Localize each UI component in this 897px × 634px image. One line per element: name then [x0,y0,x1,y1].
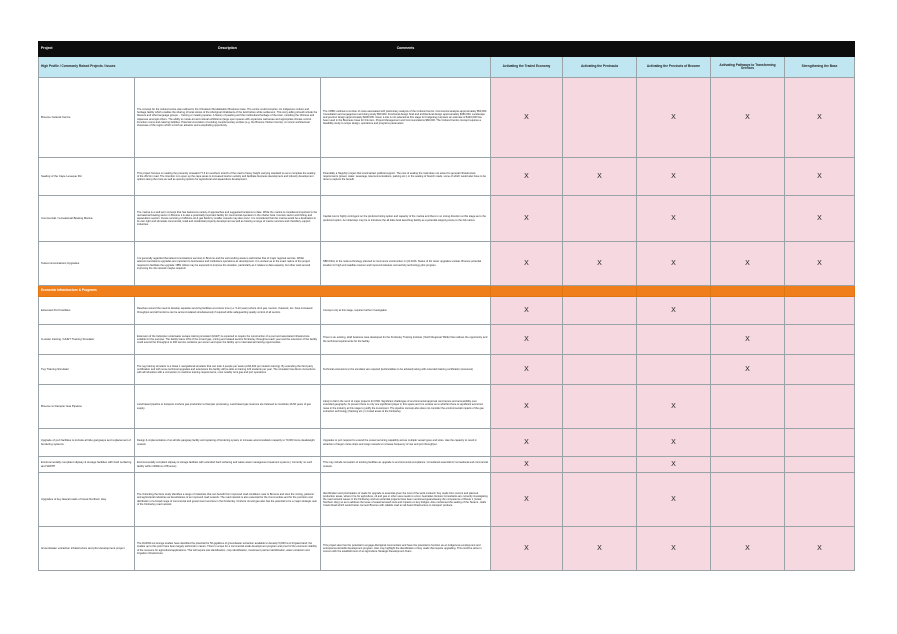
section-row-high-profile [39,57,855,78]
comments-cell: This may include renovation of existing facilities an upgrade to environmental compliance. Considered essential for recreational and commercial vessels. [321,457,491,473]
table-row [39,325,855,355]
pillar-mark-cell [711,158,785,196]
comments-cell: Technical extensions to the simulator are required (technicalities to be advised) along with extended training certification (Licences) [321,355,491,385]
pillar-mark-cell: X [637,457,711,473]
project-name-cell: Tug Training Simulator [39,355,135,385]
comments-cell: Potentially a 'flagship' project that could attract political support. The cost of sealing the road does not extend to general infrastructure requirements (power, water, sewerage, telecommunications, parking etc.) or the sealing of branch roads, some of which would also have to be done to capture the benefit [321,158,491,196]
pillar-mark-cell [563,457,637,473]
section-blank-cell [711,286,785,297]
pillar-mark-cell: X [711,355,785,385]
project-name-cell: In-water training / HUET Training Simulator [39,325,135,355]
table-row [39,297,855,325]
pillar-mark-cell: X [491,297,563,325]
project-name-cell: Broome Cultural Centre [39,78,135,158]
section-blank-cell [785,286,855,297]
description-cell: Land based pipeline to transport onshore gas production to Dampier processing. Land based gas reserves are believed to constitute 40-50 years of gas supply. [135,385,321,429]
table-row [39,527,855,571]
pillar-mark-cell: X [637,242,711,286]
pillar-header: Activating the Peninsula [563,57,637,78]
pillar-mark-cell: X [785,158,855,196]
pillar-header: Activating the Precincts of Broome [637,57,711,78]
pillar-mark-cell [785,457,855,473]
pillar-mark-cell [711,297,785,325]
pillar-mark-cell: X [785,196,855,242]
project-name-cell: Broome to Dampier Gas Pipeline [39,385,135,429]
project-name-cell: Upgrades of key lateral roads of Great Northern Hwy [39,473,135,527]
project-name-cell: Groundwater extraction infrastructure and pilot development project [39,527,135,571]
project-name-cell: Upgrade of port facilities to include all tide gangways and replacement of fendering systems [39,429,135,457]
pillar-header: Strengthening the Base [785,57,855,78]
description-cell: The marina is a well worn concept that has featured a variety of approaches and suggested locations to date. While the marina is considered important to the recreational boating sector in Broome it is also a potentially important facility for commercial operators in the charter boat / tourism sector and fishing and aquaculture sectors. Future servicing of offshore oil & gas fields by smaller vessels may also occur. It is considered that the marina would be a destination in its own right and stimulate commercial, retail and residential property development as well as hosting a range of marine services and chandlery support industries. [135,196,321,242]
projects-table [38,41,855,571]
pillar-mark-cell [785,355,855,385]
section-row-economic-infrastructure [39,286,855,297]
pillar-mark-cell: X [491,473,563,527]
pillar-mark-cell [785,473,855,527]
pillar-mark-cell [563,78,637,158]
pillar-mark-cell: X [491,158,563,196]
pillar-mark-cell: X [563,158,637,196]
section-blank-cell [491,286,563,297]
pillar-mark-cell: X [637,385,711,429]
pillar-mark-cell [711,473,785,527]
pillar-mark-cell: X [491,196,563,242]
section-blank-cell [563,286,637,297]
pillar-mark-cell: X [637,78,711,158]
header-project: Project [39,42,135,57]
description-cell: Design & implementation of an all tide gangway facility and replacing of fendering system to increase accommodation capacity to 70,000 tonne deadweight vessels [135,429,321,457]
pillar-mark-cell: X [785,78,855,158]
header-row [39,42,855,57]
table-row [39,473,855,527]
comments-cell: Identification and prioritisation of roads for upgrade is essential given the cost of the work involved. Key roads from current and planned production areas, where it be for agriculture, oil and gas or other uses needs to occur. Australian Venture Consultants are currently investigating the road network issues in the Kimberley and two potential projects have been mentioned guaranteeing the competence of Route 1 (Great Northern Hwy) so as to address the issue of seasonal wash outs and impacts on key bridges. Also mentioned the sealing of the Tanami - Halls Creek Road which would better connect Broome with reliable road to rail head infrastructure to transport produce. [321,473,491,527]
comments-cell: Capital cost is highly contingent on the preferred siting option and capacity of the marina and there is no strong direction at this stage as to the preferred option. An initial step may be to introduce the all tides boat launching facility as a potential stepping stone to the full marina. [321,196,491,242]
comments-cell: NBN Fibre to the node technology planned to commence construction in Q3 2016. Status of 4G tower upgrades unclear. Broome potential location for high end satellite receiver and improved wireless connectivity technology pilot program. [321,242,491,286]
pillar-mark-cell: X [711,325,785,355]
description-cell: The tug training simulator is a Class 1 navigational simulator that can train 4 people per week (at $4,400 per student training). By extending the third party certification and with some technical upgrades and extensions the facility will be able to training 120 students per year. The simulator has direct connections with all industries with a connection to maritime training requirements, most notably oil & gas and port operations. [135,355,321,385]
section-title: Economic Infrastructure & Programs [39,286,491,297]
pillar-mark-cell [563,297,637,325]
pillar-mark-cell [711,385,785,429]
pillar-mark-cell [785,297,855,325]
description-cell: Extension of the helicopter underwater escape training simulator (HUET) is expected to require the construction of a pool and associated infrastructure suitable for the purpose. The facility trains 10% of the oil and gas, mining and related sectors Kimberley throughout each year and the extension of the facility could extend the throughput to 200 service recidents per annum and open the facility up to international training opportunities. [135,325,321,355]
project-name-cell: Commercial / recreational Boating Marina [39,196,135,242]
section-blank-cell [637,286,711,297]
pillar-mark-cell [711,457,785,473]
pillar-mark-cell: X [637,196,711,242]
pillar-mark-cell: X [637,158,711,196]
pillar-mark-cell [563,196,637,242]
comments-cell: Likely to fall in the remit of major projects for DSD. Significant challenges of environmental approval, land tenure and accessibility over extended geography. At present there is only one significant player in this space and it is unclear as to whether there is significant economic mass in the industry at this stage to justify the investment. The pipeline concept also does not consider the environmental impacts of the gas extraction technology (fracking etc.) in broad areas of the Kimberley. [321,385,491,429]
table-row [39,78,855,158]
pillar-mark-cell [637,325,711,355]
pillar-mark-cell [785,385,855,429]
pillar-mark-cell [711,429,785,457]
pillar-mark-cell: X [491,385,563,429]
pillar-mark-cell [563,325,637,355]
pillar-mark-cell: X [785,242,855,286]
table-row [39,429,855,457]
description-cell: The Unlocking the Door study identifies a range of industries that can benefit from improved road conditions near to Broome and cites the mining, pastoral and agricultural industries as beneficiaries of an improved road network. The road network is also essential for the Communities and for the provision and distribution of a broad range of commercial and government services in the Kimberley. Onshore oil and gas also has the potential to be a major strategic user of the Kimberley road network [135,473,321,527]
table-row [39,242,855,286]
table-row [39,196,855,242]
pillar-mark-cell: X [491,242,563,286]
table-row [39,355,855,385]
comments-cell: Upgrades to port required to extend the vessel servicing capability across multiple vessel types and sizes. Has the capacity to result in attraction of larger cruise ships and cargo vessels to increase frequency of use and port throughput. [321,429,491,457]
description-cell: This project focuses on sealing the presently unsealed 77.6 km southern stretch of the road to heavy freight carrying standard so as to complete the sealing of the 202 km road. The intention is to open up the cape areas to increased tourism activity and facilitate business development and industry development options along the route as well as opening options for agricultural and aquaculture development. [135,158,321,196]
pillar-mark-cell [711,196,785,242]
project-name-cell: Telecommunications Upgrades [39,242,135,286]
pillar-mark-cell [785,429,855,457]
pillar-mark-cell [637,355,711,385]
pillar-mark-cell: X [563,527,637,571]
pillar-mark-cell: X [491,429,563,457]
pillar-mark-cell: X [563,242,637,286]
pillar-mark-cell: X [491,325,563,355]
comments-cell: Concept only at this stage, requires further investigation [321,297,491,325]
pillar-mark-cell: X [637,297,711,325]
table-row [39,158,855,196]
pillar-mark-cell [563,429,637,457]
pillar-mark-cell: X [491,355,563,385]
pillar-mark-cell: X [491,457,563,473]
description-cell: It is generally regarded that telecommunications services in Broome and the surrounding areas is well below that of major regional centres. Whilst telecommunications upgrades are important to businesses and institutions operations as development. It is unclear as to the exact nature of the project required to facilitate the upgrade. NBN rollout may be expected to improve the situation, particularly as it relates to data capacity, but other work around improving the 4G network maybe required. [135,242,321,286]
comments-cell: There is an existing, draft business case developed for the Kimberley Training Institute ( North Regional TAFE) that outlines the opportunity and the technical requirements for the facility. [321,325,491,355]
pillar-mark-cell: X [785,527,855,571]
table-row [39,385,855,429]
project-name-cell: Sealing of the Cape Leveque Rd [39,158,135,196]
project-name-cell: Extended Port Facilities [39,297,135,325]
pillar-header: Activating the Traded Economy [491,57,563,78]
pillar-mark-cell [563,385,637,429]
pillar-mark-cell: X [637,473,711,527]
header-comments: Comments [321,42,491,57]
pillar-mark-cell: X [491,527,563,571]
comments-cell: This project also has the potential to engage Aboriginal communities and have the potential to function as an indigenous employment and entrepreneurial skills development program. Also may highlight the identification of key roads that require upgrading. This could be done in concert with the establishment of an Agriculture Strategic Development Team. [321,527,491,571]
pillar-mark-cell [563,355,637,385]
pillar-mark-cell: X [711,527,785,571]
pillar-mark-cell: X [637,527,711,571]
project-name-cell: Environmentally compliant slipway & storage facilities with hard surfacing and WWTP [39,457,135,473]
description-cell: The concept for the cultural centre was outlined in the Chinatown Revitalisation Business Case. The centre could comprise: An indigenous culture and heritage facility which enables the sharing of local stories of the Aboriginal inhabitants of the land before white settlement. This story-telling should include the flavours and other language groups. - Yarning or meeting spaces. A history of pearling and the multicultural heritage of the town, including the Chinese and Japanese amongst others. The ability to curate art and cultural exhibitions (large open spaces with expansive wall areas and appropriate climate control. Function rooms and catering facilities. Potential co-location of existing complementary entities (e.g. the Broome Visitors Centre). An iconic architectural showcase of the region which is both an attractor and a wayfinding opportunity. [135,78,321,158]
pillar-mark-cell: X [711,242,785,286]
table-row [39,457,855,473]
description-cell: The DAFWA La Grange studies have identified the potential for 50 gigalitres of groundwater extraction available to develop 5,000 ha of irrigated land; the studies up to this point have been largely technical in nature. There is scope for a commercial scale development program and proof of the economic viability of the resource for agricultural applications. This will require site identification, crop identification, investment partner identification, water extraction and irrigation infrastructure. [135,527,321,571]
header-description: Description [135,42,321,57]
pillar-mark-cell [785,325,855,355]
comments-cell: The CRBC outlined a number of costs associated with preliminary analysis of the Cultural Centre: Commercial analysis approximately $50,000 Consultation and engagement and siting study $50,000. Functional design brief and architectural design approximately $450,000. Landscape and precinct design approximately $200,000. Given a site is not selected at this stage for budgeting purposes an estimate of $140,000 has been used in the Business Case for this item. Project Management and Communications $60,000. The Cultural Centre concept requires a feasibility study to scope design, operations and programs parameters [321,78,491,158]
pillar-mark-cell: X [637,429,711,457]
section-title: High Profile / Commonly Raised Projects / Issues [39,57,491,78]
pillar-mark-cell: X [491,78,563,158]
spreadsheet [38,41,854,571]
pillar-mark-cell [563,473,637,527]
pillar-mark-cell: X [711,78,785,158]
description-cell: Environmentally compliant slipway & storage facilities with extended hard surfacing and waste water management treatment systems ( Currently no such facility within 1000kms of Broome) [135,457,321,473]
header-pillars-blank [491,42,855,57]
description-cell: Resolves around the need to develop separate servicing facilities at a future time (i.e. 5-10 years) where oil & gas, tourism, livestock, etc. have increased throughput and all functions can be accommodated simultaneously if required while safeguarding quality control of all sectors [135,297,321,325]
pillar-header: Activating Pathways to Transforming Services [711,57,785,78]
